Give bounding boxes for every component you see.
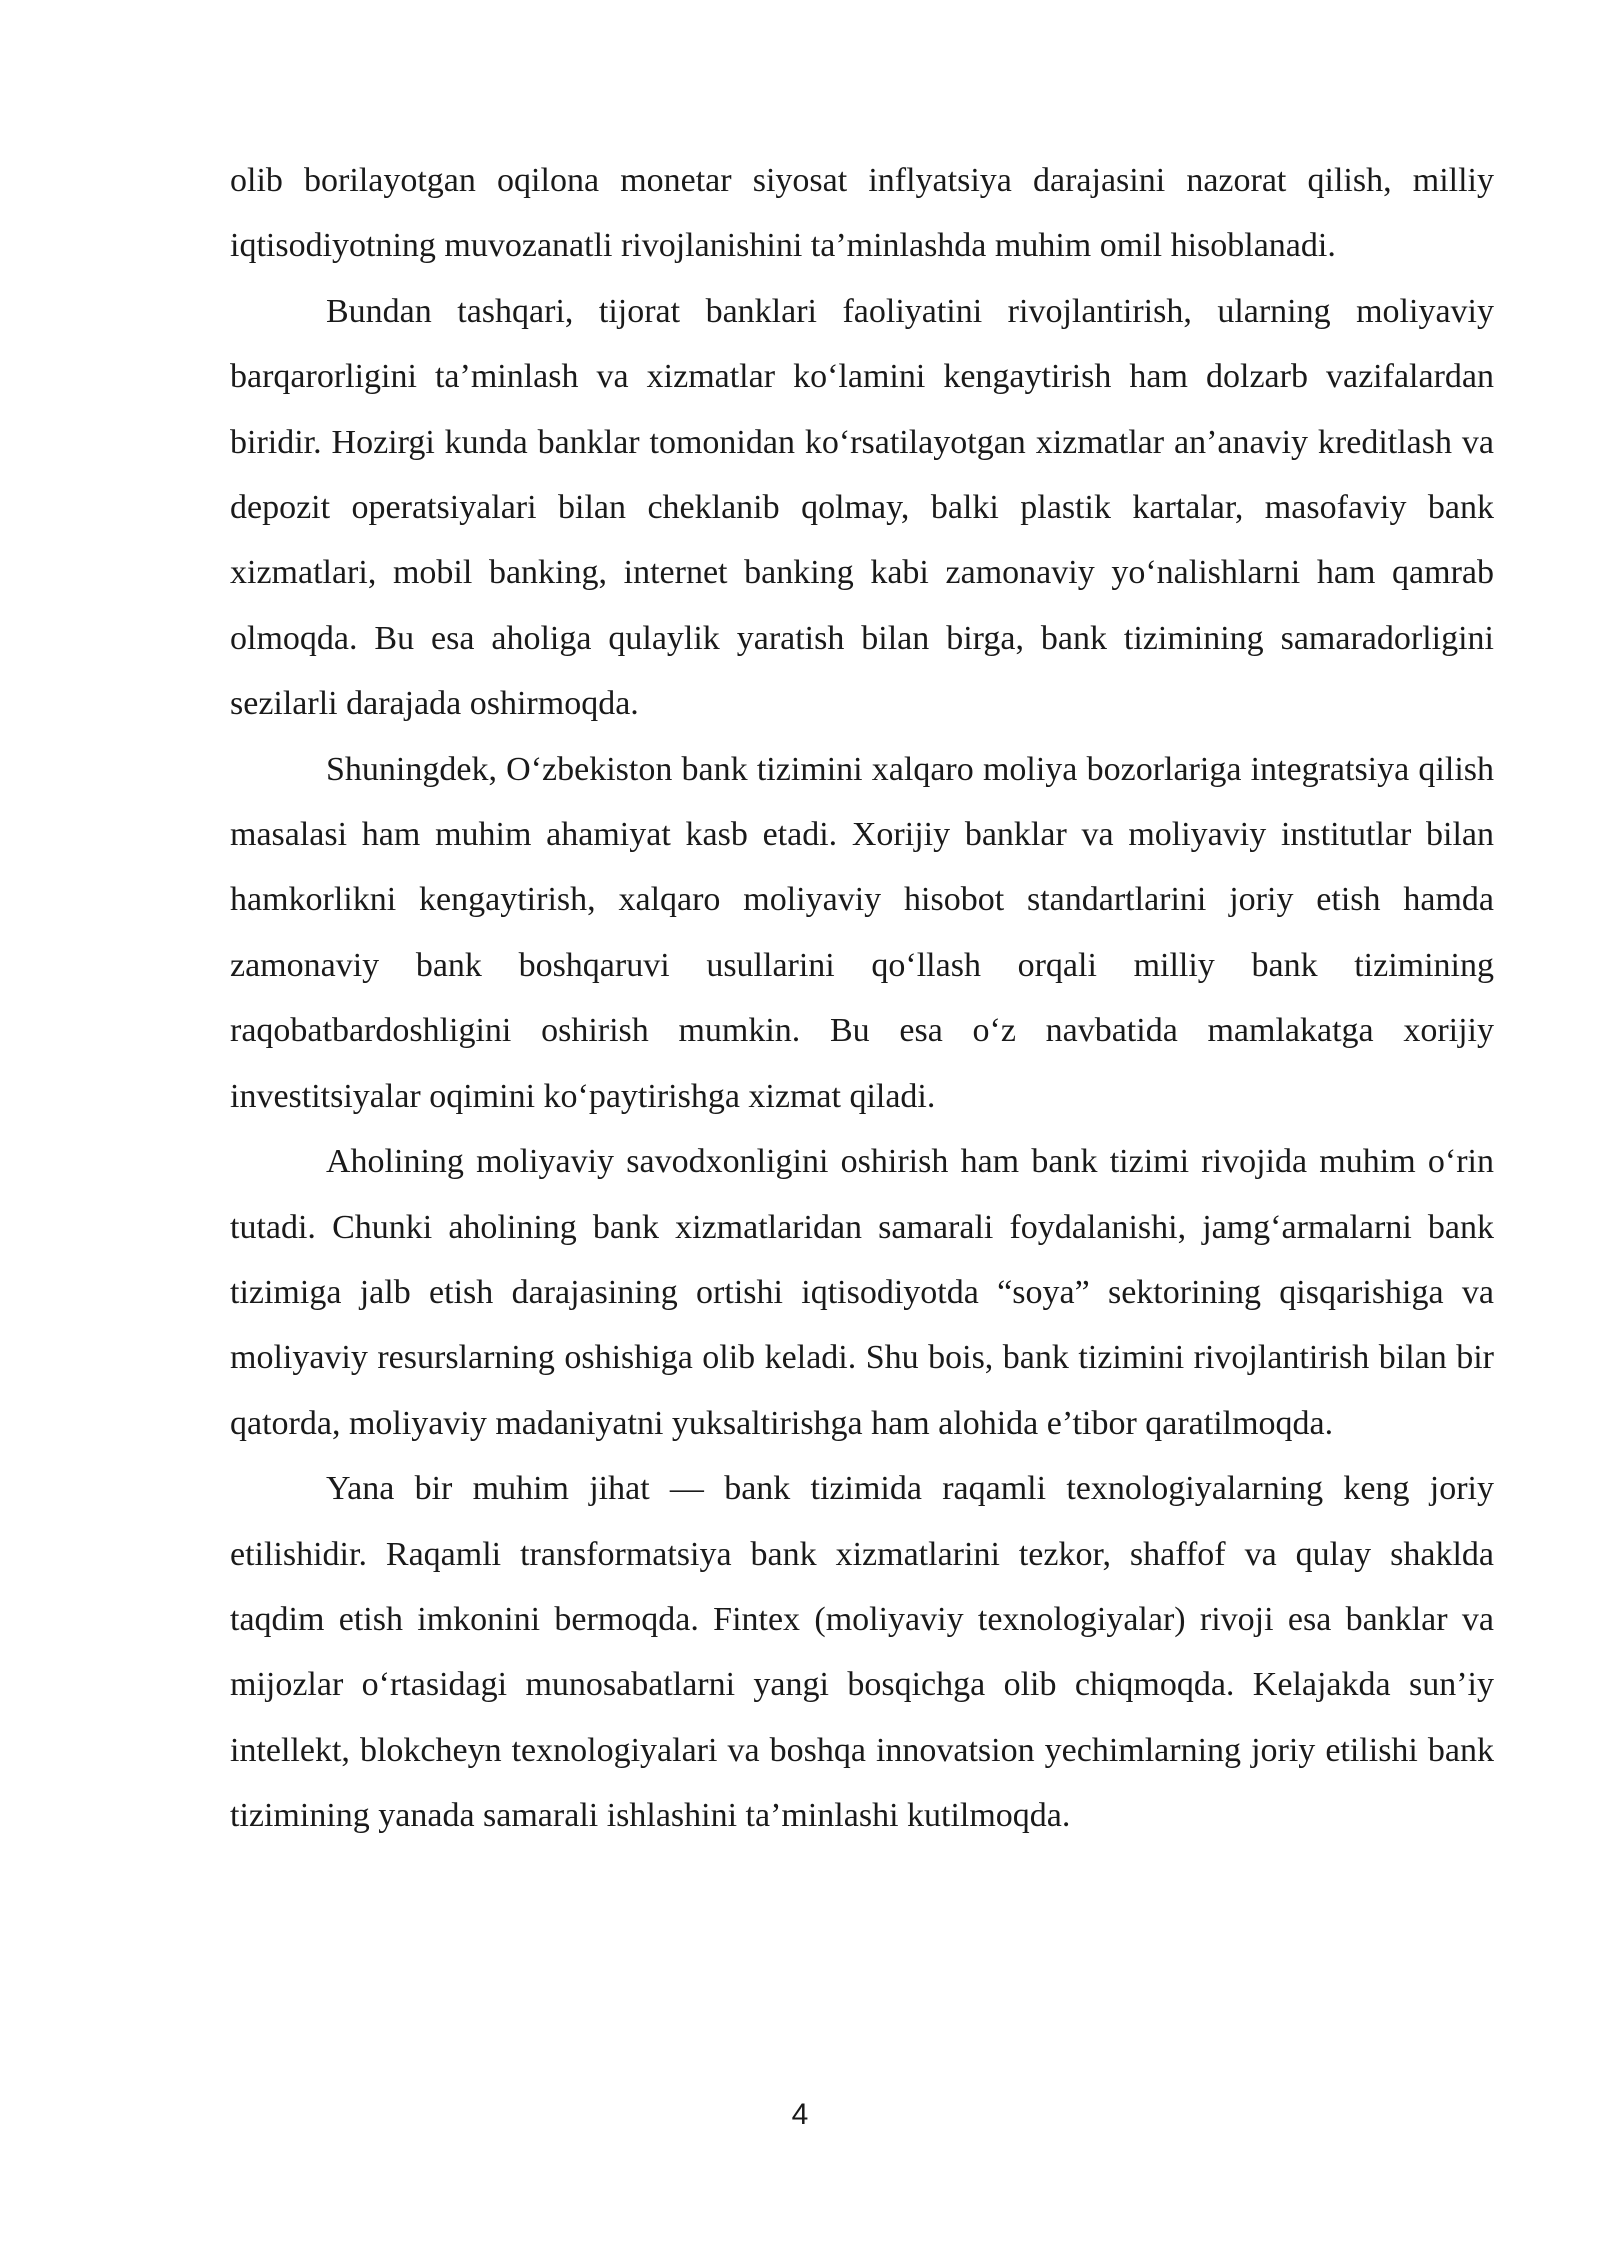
paragraph-financial-literacy: Aholining moliyaviy savodxonligini oshirish ham bank tizimi rivojida muhim o‘rin tutadi. Chunki aholining bank xizmatlaridan samarali foydalanishi, jamg‘armalarni bank tizimiga jalb etish darajasining ortishi iqtisodiyotda “soya” sektorining qisqarishiga va moliyaviy resurslarning oshishiga olib keladi. Shu bois, bank tizimini rivojlantirish bilan bir qatorda, moliyaviy madaniyatni yuksaltirishga ham alohida e’tibor qaratilmoqda. — [230, 1143, 1494, 1442]
paragraph-continuation: olib borilayotgan oqilona monetar siyosat inflyatsiya darajasini nazorat qilish, milliy iqtisodiyotning muvozanatli rivojlanishini ta’minlashda muhim omil hisoblanadi. — [230, 162, 1494, 265]
paragraph-international-integration: Shuningdek, O‘zbekiston bank tizimini xalqaro moliya bozorlariga integratsiya qilish masalasi ham muhim ahamiyat kasb etadi. Xorijiy banklar va moliyaviy institutlar bilan hamkorlikni kengaytirish, xalqaro moliyaviy hisobot standartlarini joriy etish hamda zamonaviy bank boshqaruvi usullarini qo‘llash orqali milliy bank tizimining raqobatbardoshligini oshirish mumkin. Bu esa o‘z navbatida mamlakatga xorijiy investitsiyalar oqimini ko‘paytirishga xizmat qiladi. — [230, 750, 1494, 1115]
body-text — [230, 148, 1494, 1849]
paragraph-digital-technologies: Yana bir muhim jihat — bank tizimida raqamli texnologiyalarning keng joriy etilishidir. Raqamli transformatsiya bank xizmatlarini tezkor, shaffof va qulay shaklda taqdim etish imkonini bermoqda. Fintex (moliyaviy texnologiyalar) rivoji esa banklar va mijozlar o‘rtasidagi munosabatlarni yangi bosqichga olib chiqmoqda. Kelajakda sun’iy intellekt, blokcheyn texnologiyalari va boshqa innovatsion yechimlarning joriy etilishi bank tizimining yanada samarali ishlashini ta’minlashi kutilmoqda. — [230, 1470, 1494, 1835]
page-number: 4 — [791, 2098, 809, 2131]
paragraph-commercial-banks: Bundan tashqari, tijorat banklari faoliyatini rivojlantirish, ularning moliyaviy barqarorligini ta’minlash va xizmatlar ko‘lamini kengaytirish ham dolzarb vazifalardan biridir. Hozirgi kunda banklar tomonidan ko‘rsatilayotgan xizmatlar an’anaviy kreditlash va depozit operatsiyalari bilan cheklanib qolmay, balki plastik kartalar, masofaviy bank xizmatlari, mobil banking, internet banking kabi zamonaviy yo‘nalishlarni ham qamrab olmoqda. Bu esa aholiga qulaylik yaratish bilan birga, bank tizimining samaradorligini sezilarli darajada oshirmoqda. — [230, 292, 1494, 723]
